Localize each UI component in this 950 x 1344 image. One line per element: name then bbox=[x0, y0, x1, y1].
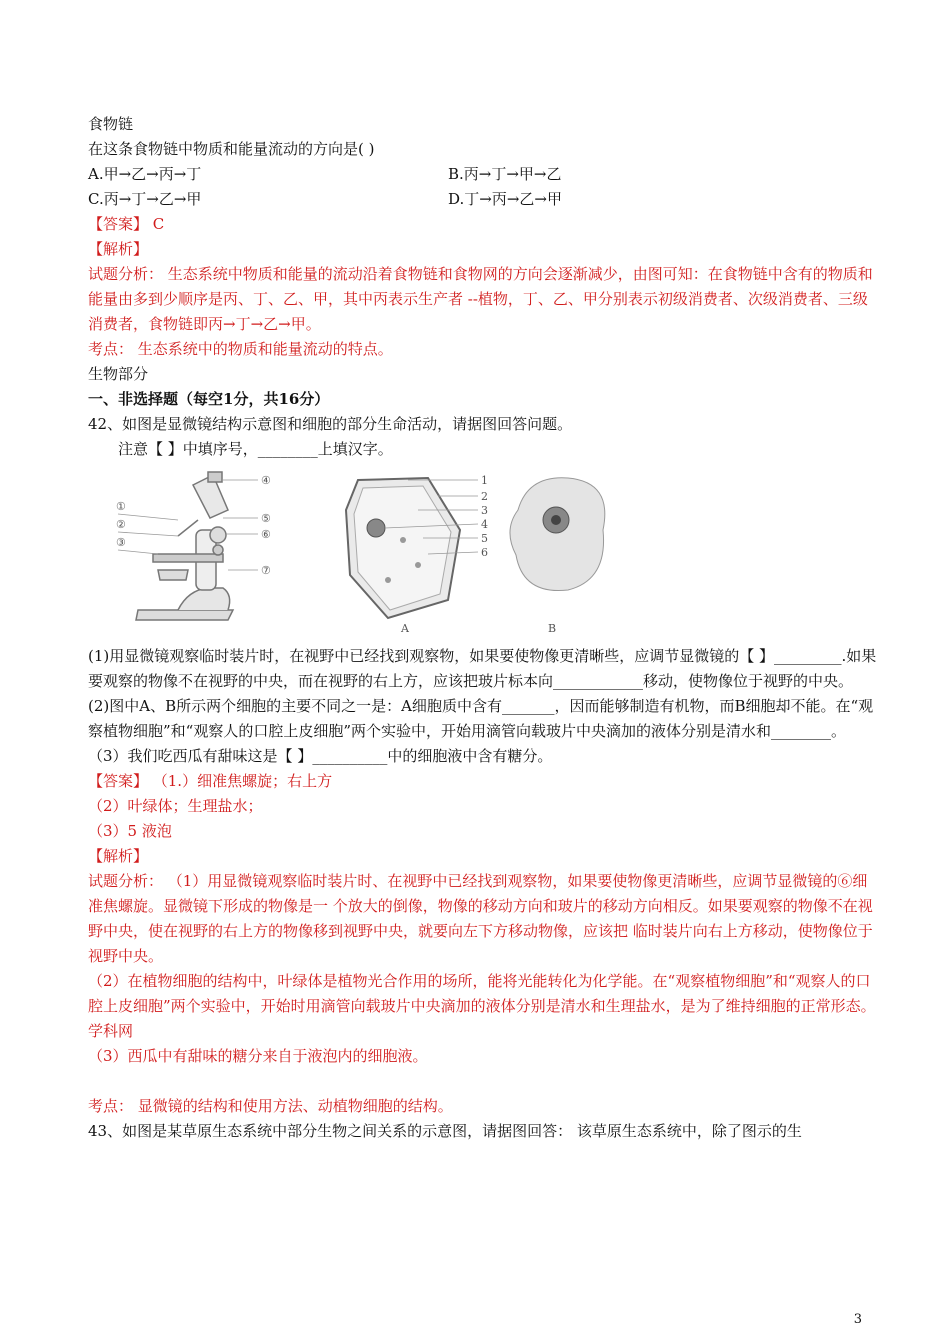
microscope-label-7: ⑦ bbox=[261, 564, 271, 577]
document-page bbox=[88, 112, 878, 1144]
q41-analysis: 试题分析： 生态系统中物质和能量的流动沿着食物链和食物网的方向会逐渐减少，由图可知：在食物链中含有的物质和能量由多到少顺序是丙、丁、乙、甲，其中丙表示生产者 --植物，丁、乙、甲分别表示初级消费者、次级消费者、三级消费者，食物链即丙→丁→乙→甲。 bbox=[88, 265, 873, 333]
q41-keypoint: 考点： 生态系统中的物质和能量流动的特点。 bbox=[88, 340, 393, 358]
animal-cell-illustration bbox=[510, 478, 605, 591]
q42-answer1: 【答案】 （1.）细准焦螺旋；右上方 bbox=[88, 772, 333, 790]
q42-answer3: （3）5 液泡 bbox=[88, 822, 172, 840]
option-d: D.丁→丙→乙→甲 bbox=[448, 190, 562, 208]
cell-label-4: 4 bbox=[481, 518, 488, 531]
page-number: 3 bbox=[853, 1312, 862, 1327]
q41-title: 食物链 bbox=[88, 115, 134, 133]
q41-analysis-title: 【解析】 bbox=[88, 240, 149, 258]
cell-label-2: 2 bbox=[481, 490, 488, 503]
microscope-illustration bbox=[136, 472, 233, 620]
spacer bbox=[88, 1069, 878, 1094]
microscope-label-5: ⑤ bbox=[261, 512, 271, 525]
section-heading: 一、非选择题（每空1分，共16分） bbox=[88, 390, 330, 408]
cell-label-5: 5 bbox=[481, 532, 488, 545]
cell-b-label: B bbox=[548, 622, 557, 635]
q42-analysis1: 试题分析： （1）用显微镜观察临时装片时、在视野中已经找到观察物，如果要使物像更清晰些，应调节显微镜的⑥细准焦螺旋。显微镜下形成的物像是一 个放大的倒像，物像的移动方向和玻片的移动方向相反。如果要观察的物像不在视野中央，使在视野的右上方的物像移到视野中央，就要向左下方移动物像，应该把 临时装片向右上方移动，使物像位于视野中央。 bbox=[88, 872, 873, 965]
q41-question: 在这条食物链中物质和能量流动的方向是( ) bbox=[88, 140, 375, 158]
section-part: 生物部分 bbox=[88, 365, 149, 383]
microscope-label-6: ⑥ bbox=[261, 528, 271, 541]
q42-stem: 42、如图是显微镜结构示意图和细胞的部分生命活动，请据图回答问题。 bbox=[88, 415, 573, 433]
option-c: C.丙→丁→乙→甲 bbox=[88, 190, 202, 208]
plant-cell-illustration bbox=[346, 478, 460, 618]
q42-analysis3: （3）西瓜中有甜味的糖分来自于液泡内的细胞液。 bbox=[88, 1047, 428, 1065]
cell-label-1: 1 bbox=[481, 474, 488, 487]
option-a: A.甲→乙→丙→丁 bbox=[88, 165, 202, 183]
q42-note: 注意【 】中填序号，________上填汉字。 bbox=[118, 440, 393, 458]
option-b: B.丙→丁→甲→乙 bbox=[448, 165, 562, 183]
microscope-label-3: ③ bbox=[116, 536, 126, 549]
q43-stem: 43、如图是某草原生态系统中部分生物之间关系的示意图，请据图回答： 该草原生态系统中，除了图示的生 bbox=[88, 1122, 802, 1140]
q42-sub1: (1)用显微镜观察临时装片时，在视野中已经找到观察物，如果要使物像更清晰些，应调节显微镜的【 】_________.如果要观察的物像不在视野的中央，而在视野的右上方，应该把玻片标本向____________移动，使物像位于视野的中央。 bbox=[88, 647, 877, 690]
microscope-label-4: ④ bbox=[261, 474, 271, 487]
q41-options-row1 bbox=[88, 162, 878, 187]
q42-keypoint: 考点： 显微镜的结构和使用方法、动植物细胞的结构。 bbox=[88, 1097, 453, 1115]
q41-answer: 【答案】 C bbox=[88, 215, 165, 233]
q42-sub3: （3）我们吃西瓜有甜味这是【 】__________中的细胞液中含有糖分。 bbox=[88, 747, 553, 765]
q42-figure bbox=[118, 470, 878, 638]
q42-sub2: (2)图中A、B所示两个细胞的主要不同之一是：A细胞质中含有_______，因而能够制造有机物，而B细胞却不能。在“观察植物细胞”和“观察人的口腔上皮细胞”两个实验中，开始用滴管向载玻片中央滴加的液体分别是清水和________。 bbox=[88, 697, 874, 740]
q41-options-row2 bbox=[88, 187, 878, 212]
figure-svg bbox=[118, 470, 618, 638]
cell-label-6: 6 bbox=[481, 546, 488, 559]
cell-label-3: 3 bbox=[481, 504, 488, 517]
microscope-label-1: ① bbox=[116, 500, 126, 513]
q42-answer2: （2）叶绿体；生理盐水； bbox=[88, 797, 263, 815]
q42-analysis2: （2）在植物细胞的结构中，叶绿体是植物光合作用的场所，能将光能转化为化学能。在“观察植物细胞”和“观察人的口腔上皮细胞”两个实验中，开始时用滴管向载玻片中央滴加的液体分别是清水和生理盐水，是为了维持细胞的正常形态。学科网 bbox=[88, 972, 876, 1040]
q42-analysis-title: 【解析】 bbox=[88, 847, 149, 865]
microscope-label-2: ② bbox=[116, 518, 126, 531]
cell-a-label: A bbox=[401, 622, 409, 635]
